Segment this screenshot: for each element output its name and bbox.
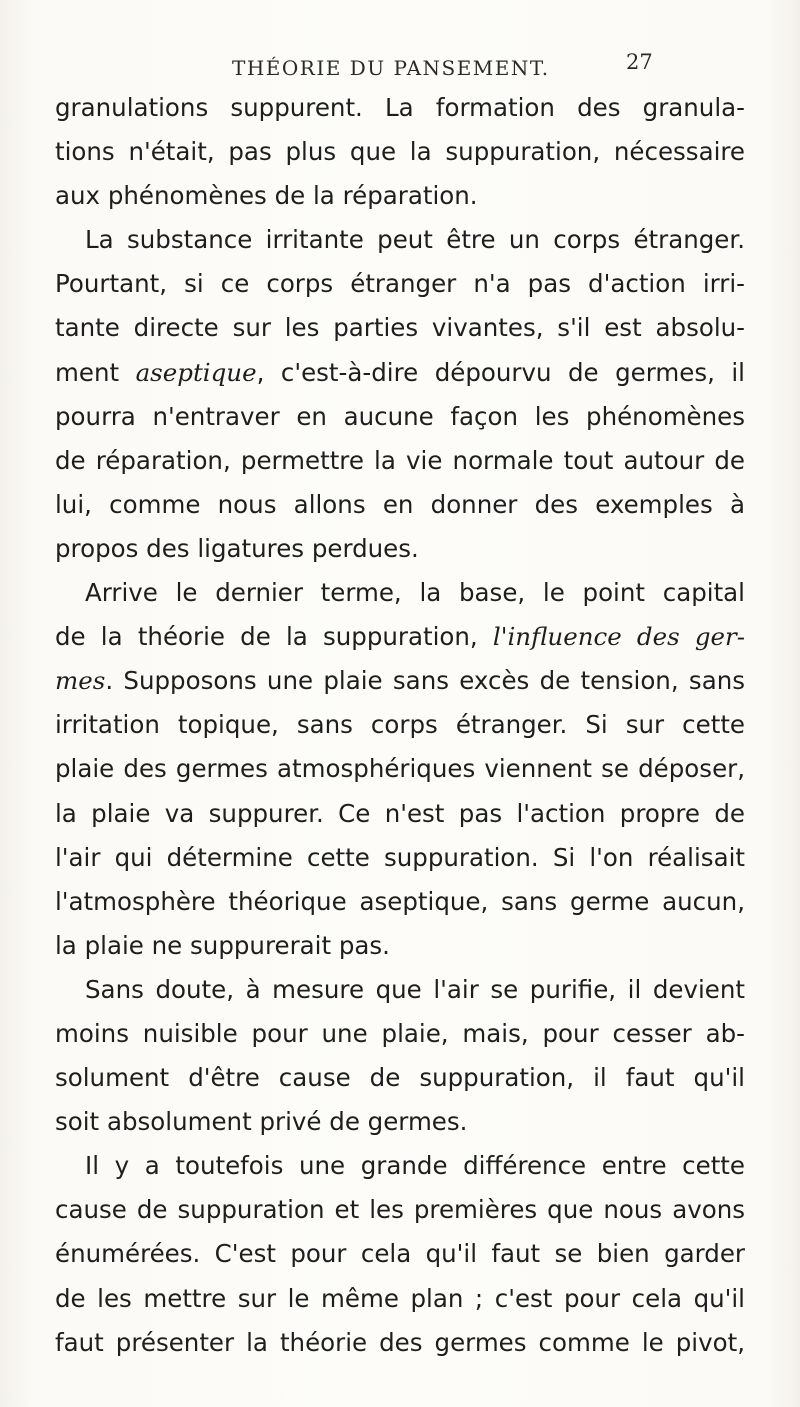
text-line: moins nuisible pour une plaie, mais, pour cesser ab-	[55, 1018, 745, 1048]
text-line: lui, comme nous allons en donner des exemples à	[55, 489, 745, 519]
text-line: énumérées. C'est pour cela qu'il faut se bien garder	[55, 1239, 745, 1269]
text-run: , c'est-à-dire dépourvu de germes, il	[256, 357, 745, 387]
italic-term: aseptique	[135, 357, 257, 387]
running-head: THÉORIE DU PANSEMENT.	[232, 56, 550, 80]
text-line: de réparation, permettre la vie normale tout autour de	[55, 445, 745, 475]
text-line: solument d'être cause de suppuration, il faut qu'il	[55, 1063, 745, 1093]
text-line: La substance irritante peut être un corps étranger.	[85, 225, 745, 255]
text-line: tante directe sur les parties vivantes, s'il est absolu-	[55, 313, 745, 343]
text-line	[55, 615, 745, 659]
italic-term: mes	[55, 666, 106, 696]
text-line: la plaie ne suppurerait pas.	[55, 930, 390, 960]
text-line: Sans doute, à mesure que l'air se purifie, il devient	[85, 974, 745, 1004]
text-line: pourra n'entraver en aucune façon les phénomènes	[55, 401, 745, 431]
text-line: faut présenter la théorie des germes comme le pivot,	[55, 1327, 745, 1357]
body-text	[55, 86, 745, 1365]
text-run: de la théorie de la suppuration,	[55, 622, 493, 652]
text-line	[55, 659, 745, 703]
page-header	[0, 50, 800, 86]
text-run: ment	[55, 357, 136, 387]
text-line: Arrive le dernier terme, la base, le point capital	[85, 578, 745, 608]
page-number: 27	[626, 50, 653, 74]
text-line: l'atmosphère théorique aseptique, sans germe aucun,	[55, 886, 745, 916]
text-line: cause de suppuration et les premières que nous avons	[55, 1195, 745, 1225]
text-line: aux phénomènes de la réparation.	[55, 181, 478, 211]
text-line: l'air qui détermine cette suppuration. Si l'on réalisait	[55, 842, 745, 872]
text-line: Pourtant, si ce corps étranger n'a pas d'action irri-	[55, 269, 745, 299]
text-line	[55, 351, 745, 395]
text-line: irritation topique, sans corps étranger. Si sur cette	[55, 710, 745, 740]
text-line: tions n'était, pas plus que la suppuration, nécessaire	[55, 137, 745, 167]
text-line: granulations suppurent. La formation des granula-	[55, 93, 745, 122]
text-line: la plaie va suppurer. Ce n'est pas l'action propre de	[55, 798, 745, 828]
text-run: . Supposons une plaie sans excès de tension, sans	[105, 666, 745, 696]
text-line: Il y a toutefois une grande différence entre cette	[85, 1151, 745, 1181]
text-line: de les mettre sur le même plan ; c'est pour cela qu'il	[55, 1283, 745, 1313]
text-line: plaie des germes atmosphériques viennent se déposer,	[55, 754, 745, 784]
text-line: propos des ligatures perdues.	[55, 533, 419, 563]
text-line: soit absolument privé de germes.	[55, 1107, 468, 1137]
italic-term: l'influence des ger-	[492, 622, 745, 652]
